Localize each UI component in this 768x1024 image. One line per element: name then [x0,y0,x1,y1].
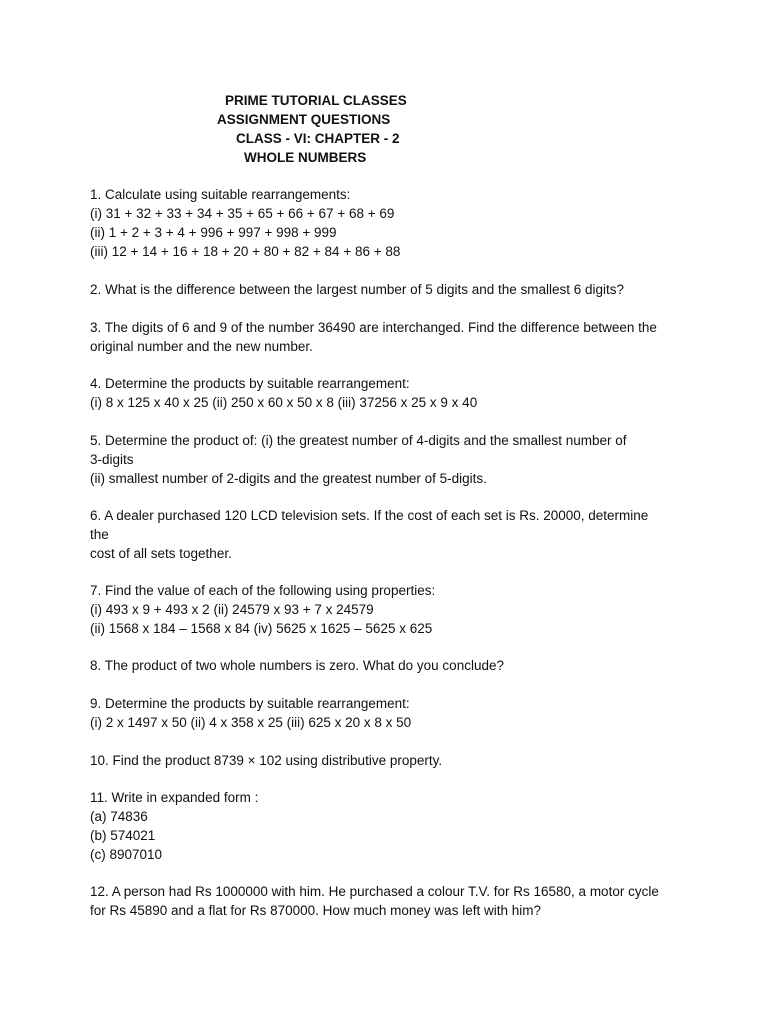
question-5 [90,431,690,488]
question-12 [90,882,690,920]
question-text: 7. Find the value of each of the following using properties: [90,583,436,598]
question-part: (i) 2 x 1497 x 50 (ii) 4 x 358 x 25 (iii) 625 x 20 x 8 x 50 [90,715,412,730]
institute-title: PRIME TUTORIAL CLASSES [225,93,407,108]
question-part: (iii) 12 + 14 + 16 + 18 + 20 + 80 + 82 + 84 + 86 + 88 [90,244,401,259]
question-1 [90,185,690,261]
question-text: 3. The digits of 6 and 9 of the number 36490 are interchanged. Find the difference between the [90,320,657,335]
question-text-continued: original number and the new number. [90,339,313,354]
question-part: (i) 8 x 125 x 40 x 25 (ii) 250 x 60 x 50 x 8 (iii) 37256 x 25 x 9 x 40 [90,395,478,410]
question-2 [90,280,690,299]
question-part: (ii) smallest number of 2-digits and the greatest number of 5-digits. [90,471,487,486]
question-text: 1. Calculate using suitable rearrangements: [90,187,351,202]
question-part: (i) 493 x 9 + 493 x 2 (ii) 24579 x 93 + 7 x 24579 [90,602,374,617]
assignment-subtitle: ASSIGNMENT QUESTIONS [217,112,391,127]
question-text: 11. Write in expanded form : [90,790,259,805]
question-text: 5. Determine the product of: (i) the greatest number of 4-digits and the smallest number of [90,433,627,448]
question-text: 10. Find the product 8739 × 102 using distributive property. [90,753,443,768]
question-text: 8. The product of two whole numbers is zero. What do you conclude? [90,658,504,673]
question-7 [90,581,690,638]
question-8 [90,656,690,675]
question-text: 2. What is the difference between the largest number of 5 digits and the smallest 6 digits? [90,282,625,297]
question-part: (i) 31 + 32 + 33 + 34 + 35 + 65 + 66 + 67 + 68 + 69 [90,206,395,221]
question-part: (c) 8907010 [90,847,163,862]
question-3 [90,318,690,356]
question-part: (a) 74836 [90,809,148,824]
question-text: 4. Determine the products by suitable rearrangement: [90,376,410,391]
question-part: (ii) 1568 x 184 – 1568 x 84 (iv) 5625 x 1625 – 5625 x 625 [90,621,433,636]
class-chapter-heading: CLASS - VI: CHAPTER - 2 [236,131,400,146]
question-text-continued: 3-digits [90,452,134,467]
question-text-continued: the [90,527,109,542]
question-9 [90,694,690,732]
topic-heading: WHOLE NUMBERS [244,150,367,165]
question-10 [90,751,690,770]
question-part: (ii) 1 + 2 + 3 + 4 + 996 + 997 + 998 + 999 [90,225,337,240]
question-part: (b) 574021 [90,828,156,843]
question-4 [90,374,690,412]
question-6 [90,506,690,563]
question-text: 12. A person had Rs 1000000 with him. He purchased a colour T.V. for Rs 16580, a motor cycle [90,884,659,899]
question-text-continued: for Rs 45890 and a flat for Rs 870000. How much money was left with him? [90,903,541,918]
question-part: cost of all sets together. [90,546,232,561]
question-text: 6. A dealer purchased 120 LCD television sets. If the cost of each set is Rs. 20000, determine [90,508,649,523]
question-11 [90,788,690,864]
question-text: 9. Determine the products by suitable rearrangement: [90,696,410,711]
